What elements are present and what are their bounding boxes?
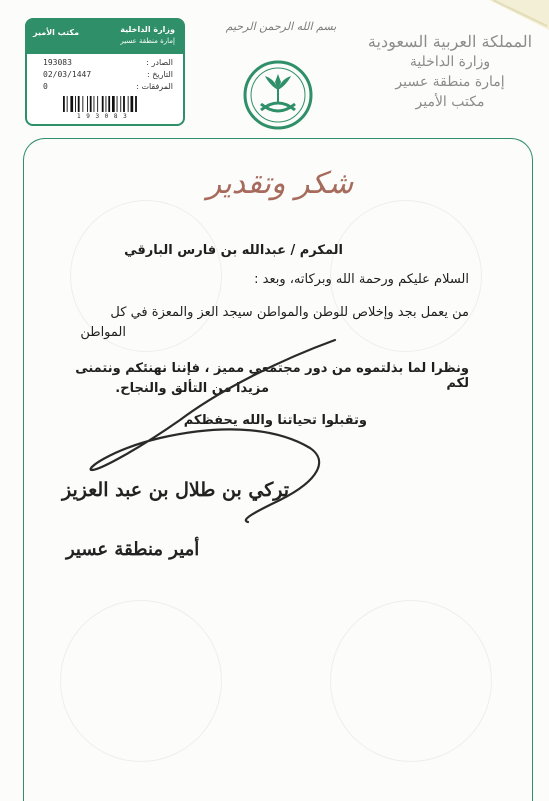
stamp-date-label: التاريخ : — [146, 70, 173, 79]
letter-title: شكر وتقدير — [206, 166, 354, 201]
stamp-ministry: وزارة الداخلية — [120, 25, 175, 34]
signatory-name: تركي بن طلال بن عبد العزيز — [62, 479, 290, 501]
stamp-header — [27, 20, 183, 54]
paragraph-1-line-2: المواطن — [80, 325, 126, 340]
paragraph-2-line-1: ونظرا لما بذلتموه من دور مجتمعي مميز ، فإننا نهنئكم ونتمنى لكم — [75, 361, 469, 391]
stamp-attachments-value: 0 — [43, 82, 48, 91]
letterhead-line-emirate: إمارة منطقة عسير — [395, 74, 505, 90]
corner-ornament-icon — [479, 0, 549, 30]
kingdom-letterhead — [365, 32, 535, 112]
closing-line: وتقبلوا تحياتنا والله يحفظكم — [183, 413, 367, 428]
stamp-number-value: 193083 — [43, 58, 72, 67]
paragraph-2-line-2: مزيدا من التألق والنجاح. — [115, 381, 269, 396]
letterhead-line-office: مكتب الأمير — [415, 94, 485, 110]
addressee: المكرم / عبدالله بن فارس البارقي — [124, 243, 343, 258]
letterhead-line-ministry: وزارة الداخلية — [409, 54, 491, 70]
letterhead-line-kingdom: المملكة العربية السعودية — [367, 32, 533, 51]
signatory-title: أمير منطقة عسير — [66, 539, 200, 560]
stamp-attachments-label: المرفقات : — [136, 82, 173, 91]
stamp-emirate: إمارة منطقة عسير — [120, 37, 175, 45]
barcode-number: 1 9 3 0 8 3 — [77, 113, 128, 120]
registration-stamp — [25, 18, 185, 126]
bismillah-calligraphy: بسم الله الرحمن الرحيم — [225, 20, 337, 33]
greeting: السلام عليكم ورحمة الله وبركاته، وبعد : — [254, 272, 469, 287]
barcode-icon — [63, 96, 167, 112]
saudi-emblem-icon — [243, 60, 313, 130]
stamp-office: مكتب الأمير — [33, 28, 80, 37]
paragraph-1-line-1: من يعمل بجد وإخلاص للوطن والمواطن سيجد العز والمعزة في كل — [110, 305, 469, 320]
stamp-date-value: 02/03/1447 — [43, 70, 92, 79]
stamp-number-label: الصادر : — [146, 58, 173, 67]
